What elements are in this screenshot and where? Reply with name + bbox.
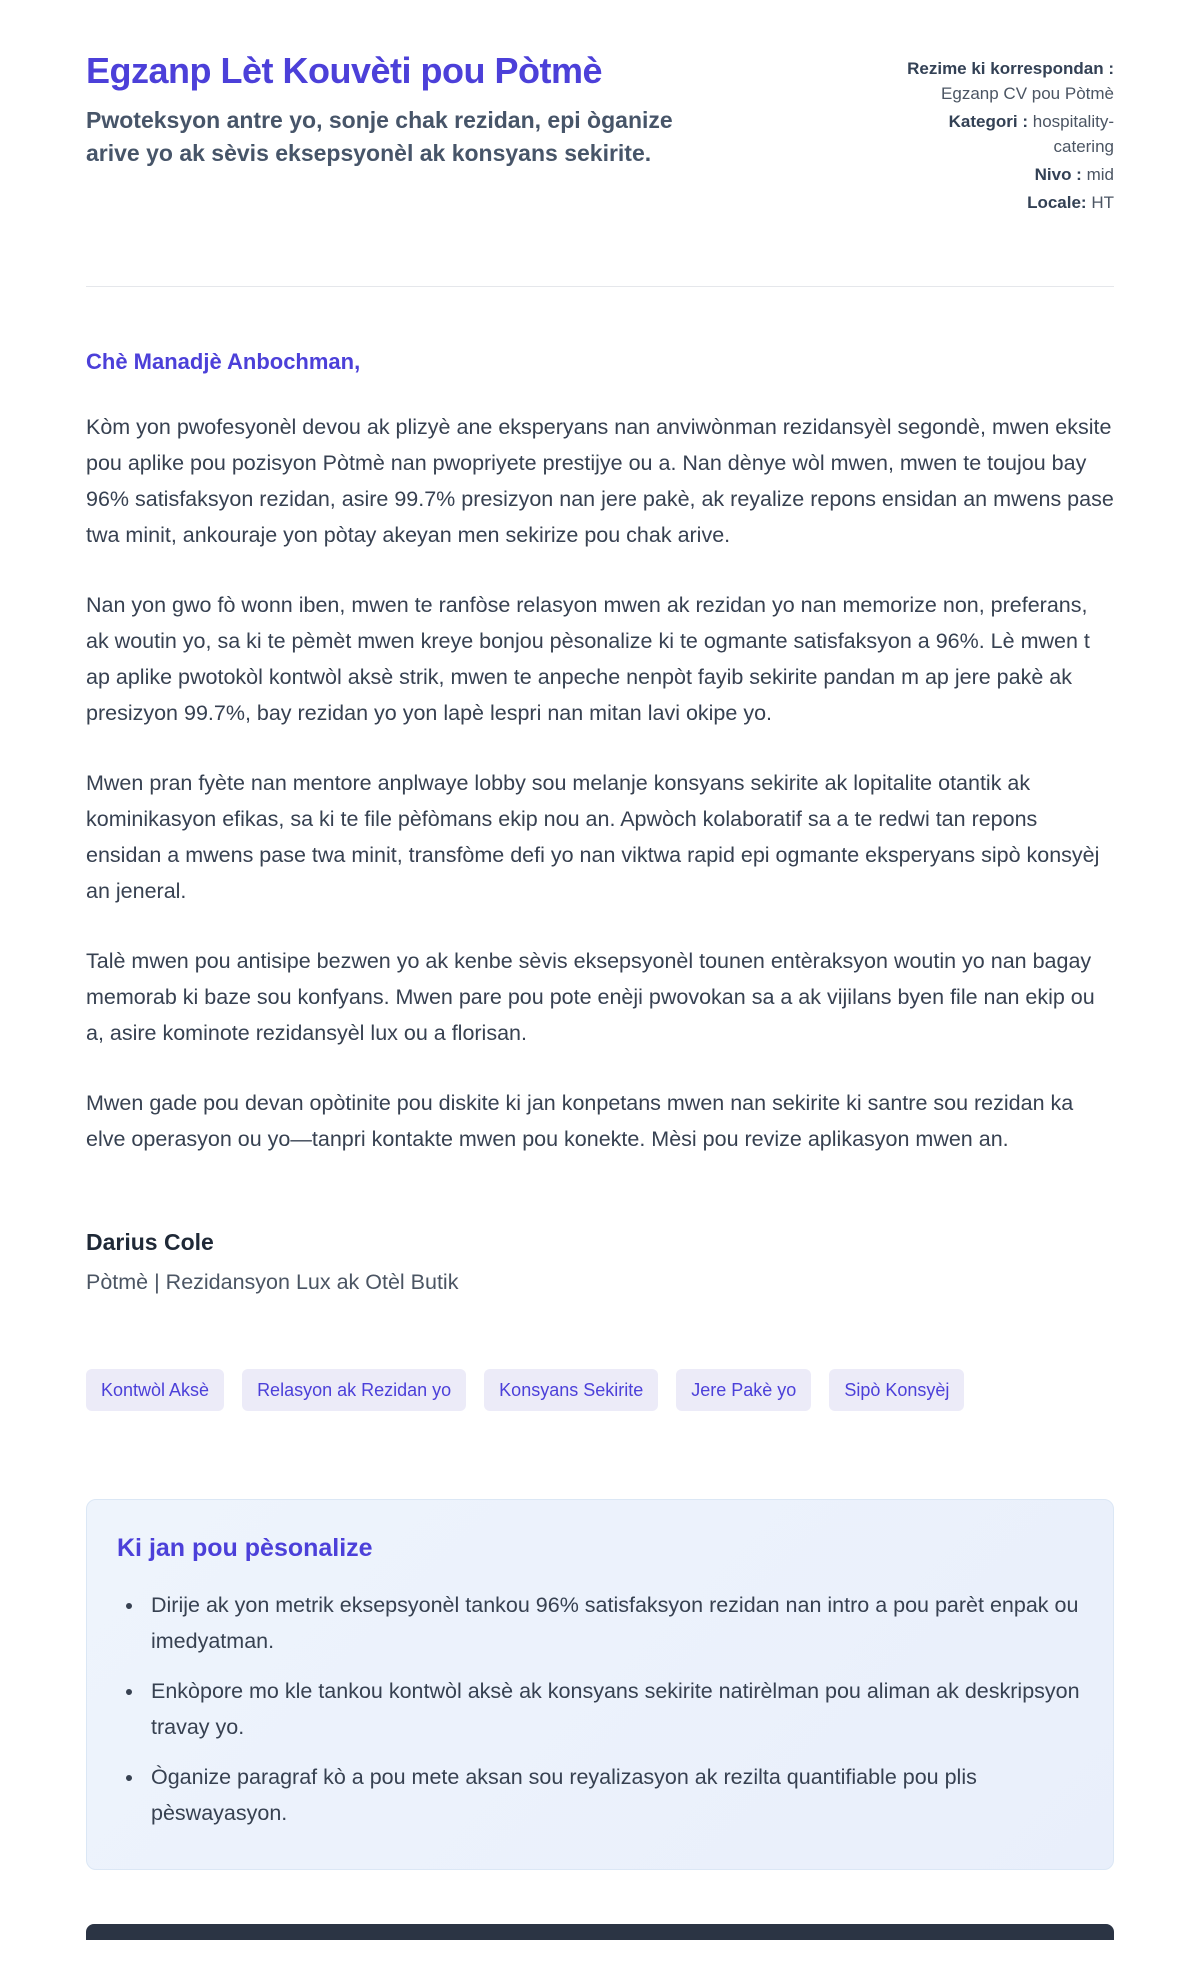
- header-title-block: [86, 50, 706, 170]
- skill-tag[interactable]: Sipò Konsyèj: [829, 1369, 964, 1411]
- personalization-tips: [86, 1499, 1114, 1870]
- letter-paragraph: Nan yon gwo fò wonn iben, mwen te ranfòse relasyon mwen ak rezidan yo nan memorize non, preferans, ak woutin yo, sa ki te pèmèt mwen kreye bonjou pèsonalize ki te ogmante satisfaksyon a 96%. Lè mwen t ap aplike pwotokòl kontwòl aksè strik, mwen te anpeche nenpòt fayib sekirite pandan m ap jere pakè ak presizyon 99.7%, bay rezidan yo yon lapè lespri nan mitan lavi okipe yo.: [86, 593, 1090, 725]
- meta-label: Locale:: [1027, 193, 1087, 212]
- skill-tag[interactable]: Relasyon ak Rezidan yo: [242, 1369, 466, 1411]
- meta-value: mid: [1086, 165, 1114, 184]
- tip-item: • Enkòpore mo kle tankou kontwòl aksè ak konsyans sekirite natirèlman pou aliman ak deskripsyon travay yo.: [145, 1673, 1083, 1745]
- meta-row-resume: [904, 56, 1114, 106]
- divider: [86, 286, 1114, 287]
- meta-value: hospitality-catering: [1032, 112, 1114, 156]
- meta-value: HT: [1091, 193, 1114, 212]
- signature-role: Pòtmè | Rezidansyon Lux ak Otèl Butik: [86, 1270, 459, 1294]
- skill-tag[interactable]: Kontwòl Aksè: [86, 1369, 224, 1411]
- meta-row-locale: [904, 190, 1114, 215]
- tip-item: • Dirije ak yon metrik eksepsyonèl tankou 96% satisfaksyon rezidan nan intro a pou parèt enpak ou imedyatman.: [145, 1587, 1083, 1659]
- letter-header: [86, 50, 1114, 218]
- page-title: Egzanp Lèt Kouvèti pou Pòtmè: [86, 50, 603, 91]
- meta-panel: [904, 50, 1114, 218]
- meta-row-level: [904, 162, 1114, 187]
- skill-tags: [86, 1369, 1114, 1411]
- meta-label: Rezime ki korrespondan :: [907, 59, 1114, 78]
- meta-label: Kategori :: [948, 112, 1028, 131]
- page-subtitle: Pwoteksyon antre yo, sonje chak rezidan, epi òganize arive yo ak sèvis eksepsyonèl ak konsyans sekirite.: [86, 107, 673, 166]
- signature-block: [86, 1229, 1114, 1295]
- letter-paragraph: Talè mwen pou antisipe bezwen yo ak kenbe sèvis eksepsyonèl tounen entèraksyon woutin yo nan bagay memorab ki baze sou konfyans. Mwen pare pou pote enèji pwovokan sa a ak vijilans byen file nan ekip ou a, asire kominote rezidansyèl lux ou a florisan.: [86, 949, 1095, 1045]
- skill-tag[interactable]: Konsyans Sekirite: [484, 1369, 658, 1411]
- content-container: [86, 0, 1114, 1940]
- signature-name: Darius Cole: [86, 1229, 214, 1255]
- letter-paragraph: Mwen gade pou devan opòtinite pou diskite ki jan konpetans mwen nan sekirite ki santre sou rezidan ka elve operasyon ou yo—tanpri kontakte mwen pou konekte. Mèsi pou revize aplikasyon mwen an.: [86, 1091, 1074, 1151]
- tips-heading: Ki jan pou pèsonalize: [117, 1534, 373, 1562]
- letter-paragraph: Kòm yon pwofesyonèl devou ak plizyè ane eksperyans nan anviwònman rezidansyèl segondè, mwen eksite pou aplike pou pozisyon Pòtmè nan pwopriyete prestijye ou a. Nan dènye wòl mwen, mwen te toujou bay 96% satisfaksyon rezidan, asire 99.7% presizyon nan jere pakè, ak reyalize repons ensidan an mwens pase twa minit, ankouraje yon pòtay akeyan men sekirize pou chak arive.: [86, 415, 1114, 547]
- footer-strip: [86, 1924, 1114, 1940]
- salutation: Chè Manadjè Anbochman,: [86, 349, 361, 374]
- tip-item: • Òganize paragraf kò a pou mete aksan sou reyalizasyon ak rezilta quantifiable pou plis pèswayasyon.: [145, 1759, 1083, 1831]
- letter-paragraph: Mwen pran fyète nan mentore anplwaye lobby sou melanje konsyans sekirite ak lopitalite otantik ak kominikasyon efikas, sa ki te file pèfòmans ekip nou an. Apwòch kolaboratif sa a te redwi tan repons ensidan a mwens pase twa minit, transfòme defi yo nan viktwa rapid epi ogmante eksperyans sipò konsyèj an jeneral.: [86, 771, 1100, 903]
- letter-body: [86, 349, 1114, 1157]
- skill-tag[interactable]: Jere Pakè yo: [676, 1369, 811, 1411]
- meta-label: Nivo :: [1034, 165, 1082, 184]
- tips-list: [117, 1587, 1083, 1831]
- meta-row-category: [904, 109, 1114, 159]
- meta-value: Egzanp CV pou Pòtmè: [941, 84, 1114, 103]
